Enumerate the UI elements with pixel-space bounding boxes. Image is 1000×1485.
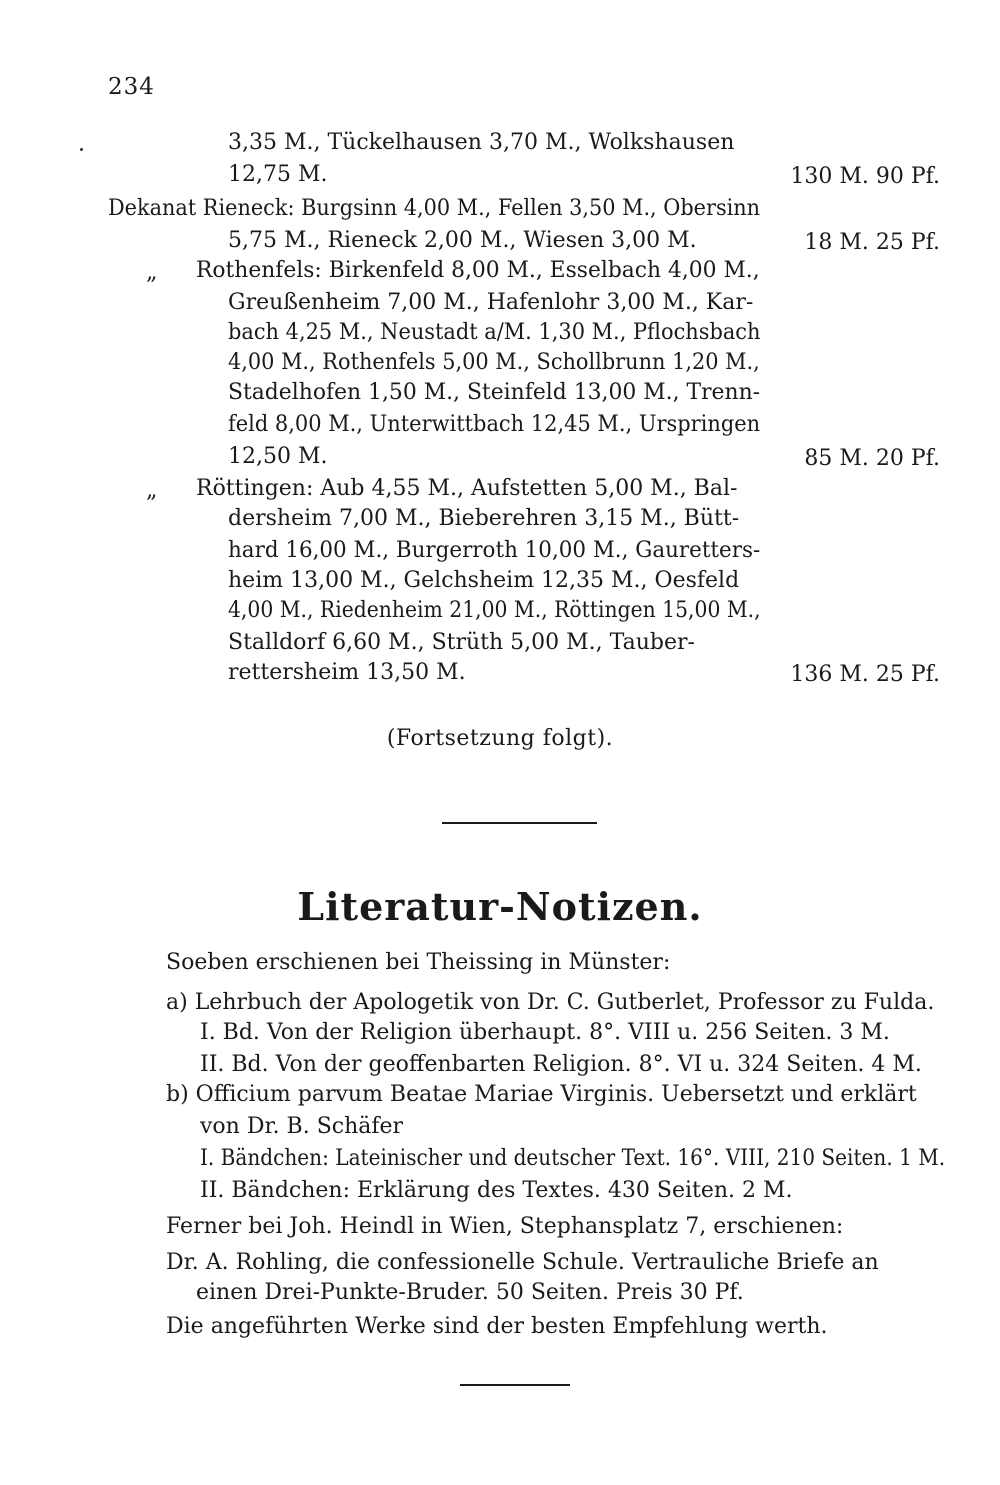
section-title: Literatur-Notizen. xyxy=(297,884,703,929)
lit-line: a) Lehrbuch der Apologetik von Dr. C. Gutberlet, Professor zu Fulda. xyxy=(166,990,935,1015)
section-divider xyxy=(442,822,597,824)
lit-line: I. Bd. Von der Religion überhaupt. 8°. VIII u. 256 Seiten. 3 M. xyxy=(200,1020,890,1045)
entry-line: 12,50 M. xyxy=(228,444,328,469)
ditto-mark: „ xyxy=(146,260,158,285)
entry-line: 4,00 M., Rothenfels 5,00 M., Schollbrunn 1,20 M., xyxy=(228,350,760,375)
entry-line: 4,00 M., Riedenheim 21,00 M., Röttingen 15,00 M., xyxy=(228,598,761,623)
lit-line: II. Bd. Von der geoffenbarten Religion. 8°. VI u. 324 Seiten. 4 M. xyxy=(200,1052,922,1077)
entry-line: hard 16,00 M., Burgerroth 10,00 M., Gauretters- xyxy=(228,538,761,563)
ditto-mark: „ xyxy=(146,478,158,503)
entry-line: Stadelhofen 1,50 M., Steinfeld 13,00 M., Trenn- xyxy=(228,380,761,405)
entry-line: 5,75 M., Rieneck 2,00 M., Wiesen 3,00 M. xyxy=(228,228,697,253)
entry-amount: 130 M. 90 Pf. xyxy=(790,164,940,189)
lit-line: Die angeführten Werke sind der besten Empfehlung werth. xyxy=(166,1314,828,1339)
lit-line: Dr. A. Rohling, die confessionelle Schule. Vertrauliche Briefe an xyxy=(166,1250,879,1275)
entry-line: heim 13,00 M., Gelchsheim 12,35 M., Oesfeld xyxy=(228,568,740,593)
entry-line: Dekanat Rieneck: Burgsinn 4,00 M., Fellen 3,50 M., Obersinn xyxy=(108,196,761,221)
lit-line: Ferner bei Joh. Heindl in Wien, Stephansplatz 7, erschienen: xyxy=(166,1214,844,1239)
entry-line: feld 8,00 M., Unterwittbach 12,45 M., Urspringen xyxy=(228,412,761,437)
entry-amount: 18 M. 25 Pf. xyxy=(804,230,940,255)
entry-line: bach 4,25 M., Neustadt a/M. 1,30 M., Pflochsbach xyxy=(228,320,761,345)
lit-line: b) Officium parvum Beatae Mariae Virginis. Uebersetzt und erklärt xyxy=(166,1082,917,1107)
entry-line: Stalldorf 6,60 M., Strüth 5,00 M., Tauber- xyxy=(228,630,695,655)
page-number: 234 xyxy=(108,74,155,100)
lit-line: von Dr. B. Schäfer xyxy=(200,1114,404,1139)
entry-line: Röttingen: Aub 4,55 M., Aufstetten 5,00 M., Bal- xyxy=(196,476,738,501)
entry-amount: 136 M. 25 Pf. xyxy=(790,662,940,687)
lit-line: einen Drei-Punkte-Bruder. 50 Seiten. Preis 30 Pf. xyxy=(196,1280,744,1305)
lit-line: Soeben erschienen bei Theissing in Münster: xyxy=(166,950,671,975)
entry-line: 12,75 M. xyxy=(228,162,328,187)
stray-mark xyxy=(80,148,83,151)
entry-line: Greußenheim 7,00 M., Hafenlohr 3,00 M., Kar- xyxy=(228,290,754,315)
entry-line: Rothenfels: Birkenfeld 8,00 M., Esselbach 4,00 M., xyxy=(196,258,760,283)
lit-line: I. Bändchen: Lateinischer und deutscher Text. 16°. VIII, 210 Seiten. 1 M. xyxy=(200,1146,946,1171)
end-divider xyxy=(460,1384,570,1386)
entry-line: rettersheim 13,50 M. xyxy=(228,660,466,685)
lit-line: II. Bändchen: Erklärung des Textes. 430 Seiten. 2 M. xyxy=(200,1178,793,1203)
entry-amount: 85 M. 20 Pf. xyxy=(804,446,940,471)
continuation-note: (Fortsetzung folgt). xyxy=(386,726,614,751)
entry-line: dersheim 7,00 M., Bieberehren 3,15 M., Bütt- xyxy=(228,506,740,531)
entry-line: 3,35 M., Tückelhausen 3,70 M., Wolkshausen xyxy=(228,130,735,155)
